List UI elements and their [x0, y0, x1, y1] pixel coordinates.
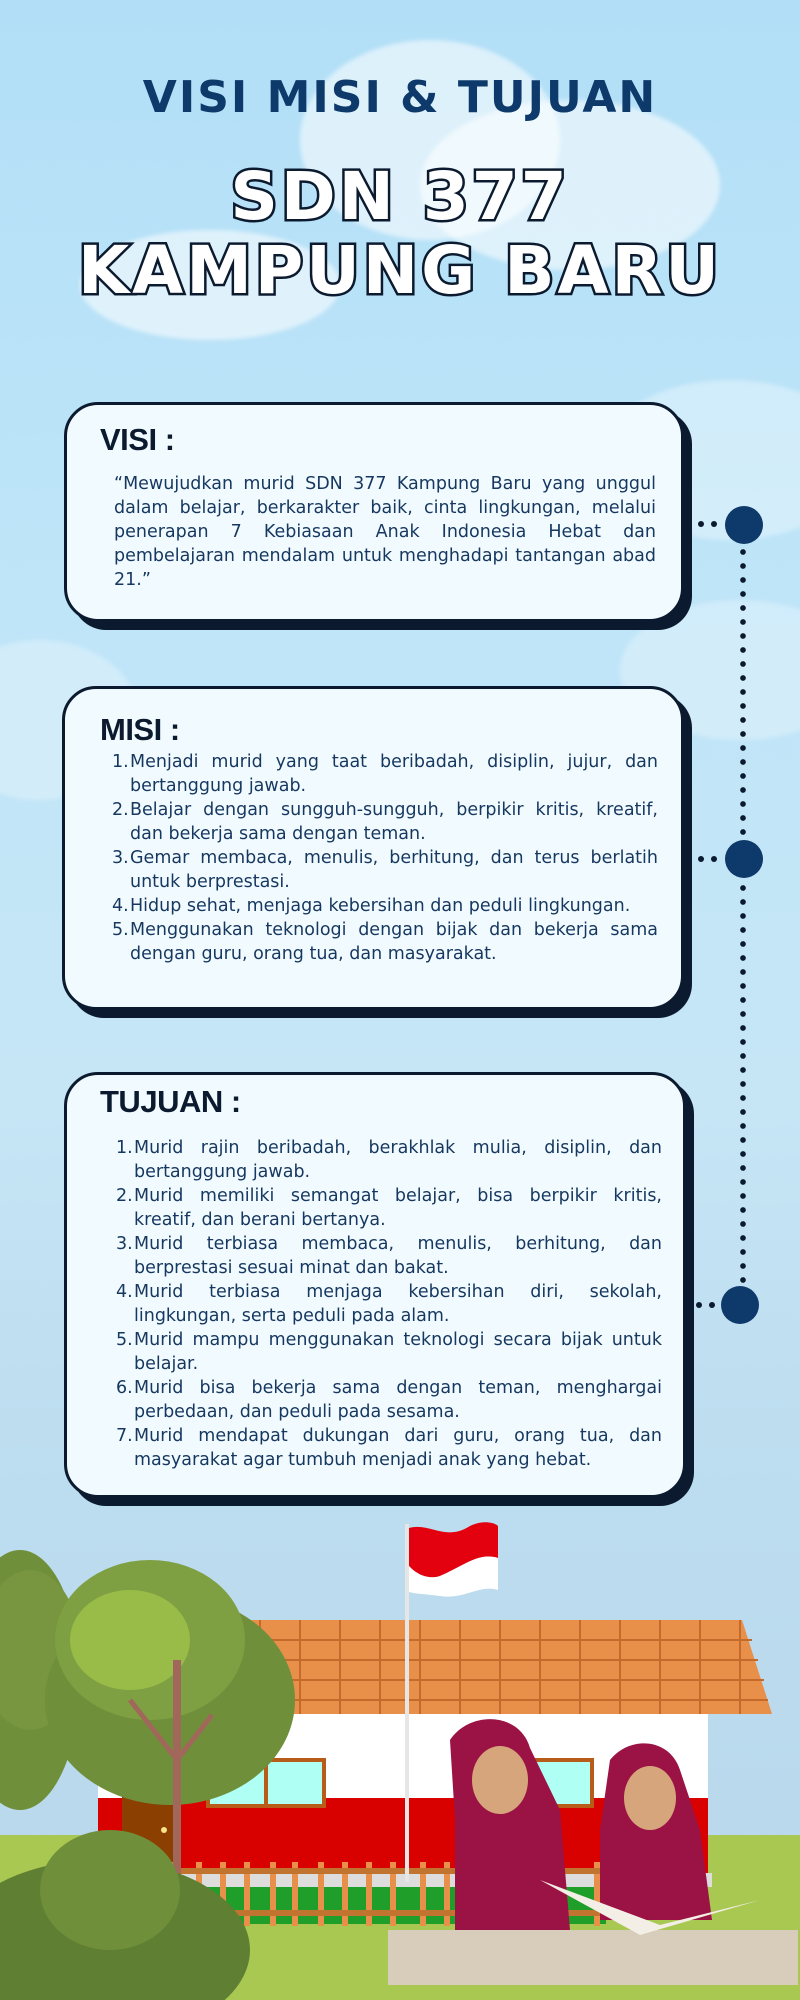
visi-text: “Mewujudkan murid SDN 377 Kampung Baru yang unggul dalam belajar, berkarakter baik, cinta lingkungan, melalui penerapan 7 Kebiasaan Anak Indonesia Hebat dan pembelajaran mendalam untuk menghadapi tantangan abad 21.” — [114, 474, 656, 590]
item-text: Murid mampu menggunakan teknologi secara bijak untuk belajar. — [134, 1330, 662, 1374]
tujuan-heading: TUJUAN : — [100, 1084, 241, 1119]
item-text: Murid terbiasa membaca, menulis, berhitung, dan berprestasi sesuai minat dan bakat. — [134, 1234, 662, 1278]
tujuan-item — [116, 1136, 662, 1184]
connector-dot — [698, 856, 704, 862]
item-text: Menjadi murid yang taat beribadah, disiplin, jujur, dan bertanggung jawab. — [130, 752, 658, 796]
item-text: Menggunakan teknologi dengan bijak dan bekerja sama dengan guru, orang tua, dan masyarakat. — [130, 920, 658, 964]
item-number: 2. — [116, 1186, 133, 1206]
tujuan-item — [116, 1376, 662, 1424]
misi-list — [112, 750, 658, 966]
item-text: Murid rajin beribadah, berakhlak mulia, disiplin, dan bertanggung jawab. — [134, 1138, 662, 1182]
connector-dot — [711, 521, 717, 527]
connector-dot — [698, 521, 704, 527]
tujuan-list — [116, 1136, 662, 1472]
visi-heading: VISI : — [100, 422, 175, 457]
item-number: 2. — [112, 800, 129, 820]
item-number: 7. — [116, 1426, 133, 1446]
misi-item — [112, 918, 658, 966]
misi-item — [112, 798, 658, 846]
item-number: 3. — [116, 1234, 133, 1254]
item-number: 1. — [112, 752, 129, 772]
item-text: Murid memiliki semangat belajar, bisa berpikir kritis, kreatif, dan berani bertanya. — [134, 1186, 662, 1230]
misi-heading: MISI : — [100, 712, 180, 747]
item-text: Gemar membaca, menulis, berhitung, dan terus berlatih untuk berprestasi. — [130, 848, 658, 892]
tujuan-item — [116, 1232, 662, 1280]
tujuan-card — [64, 1072, 686, 1498]
timeline-node-visi — [725, 506, 763, 544]
item-number: 5. — [116, 1330, 133, 1350]
misi-item — [112, 846, 658, 894]
misi-card — [62, 686, 684, 1010]
item-number: 6. — [116, 1378, 133, 1398]
item-number: 1. — [116, 1138, 133, 1158]
tujuan-item — [116, 1328, 662, 1376]
connector-dot — [711, 856, 717, 862]
connector-dot — [709, 1302, 715, 1308]
tujuan-item — [116, 1424, 662, 1472]
item-text: Hidup sehat, menjaga kebersihan dan peduli lingkungan. — [130, 896, 631, 916]
connector-dot — [696, 1302, 702, 1308]
item-number: 5. — [112, 920, 129, 940]
timeline-node-tujuan — [721, 1286, 759, 1324]
item-text: Murid mendapat dukungan dari guru, orang tua, dan masyarakat agar tumbuh menjadi anak yang hebat. — [134, 1426, 662, 1470]
timeline-line — [740, 545, 746, 1305]
item-text: Murid bisa bekerja sama dengan teman, menghargai perbedaan, dan peduli pada sesama. — [134, 1378, 662, 1422]
misi-item — [112, 750, 658, 798]
item-number: 4. — [112, 896, 129, 916]
item-number: 3. — [112, 848, 129, 868]
item-number: 4. — [116, 1282, 133, 1302]
visi-card — [64, 402, 684, 622]
school-name-line2: KAMPUNG BARU — [77, 232, 723, 309]
misi-item — [112, 894, 658, 918]
tujuan-item — [116, 1184, 662, 1232]
page-subtitle: VISI MISI & TUJUAN — [142, 72, 658, 123]
item-text: Murid terbiasa menjaga kebersihan diri, sekolah, lingkungan, serta peduli pada alam. — [134, 1282, 662, 1326]
school-name-line1: SDN 377 — [230, 158, 570, 235]
item-text: Belajar dengan sungguh-sungguh, berpikir kritis, kreatif, dan bekerja sama dengan teman. — [130, 800, 658, 844]
flagpole — [405, 1524, 409, 1882]
school-illustration — [0, 1500, 800, 2000]
tujuan-item — [116, 1280, 662, 1328]
timeline-node-misi — [725, 840, 763, 878]
